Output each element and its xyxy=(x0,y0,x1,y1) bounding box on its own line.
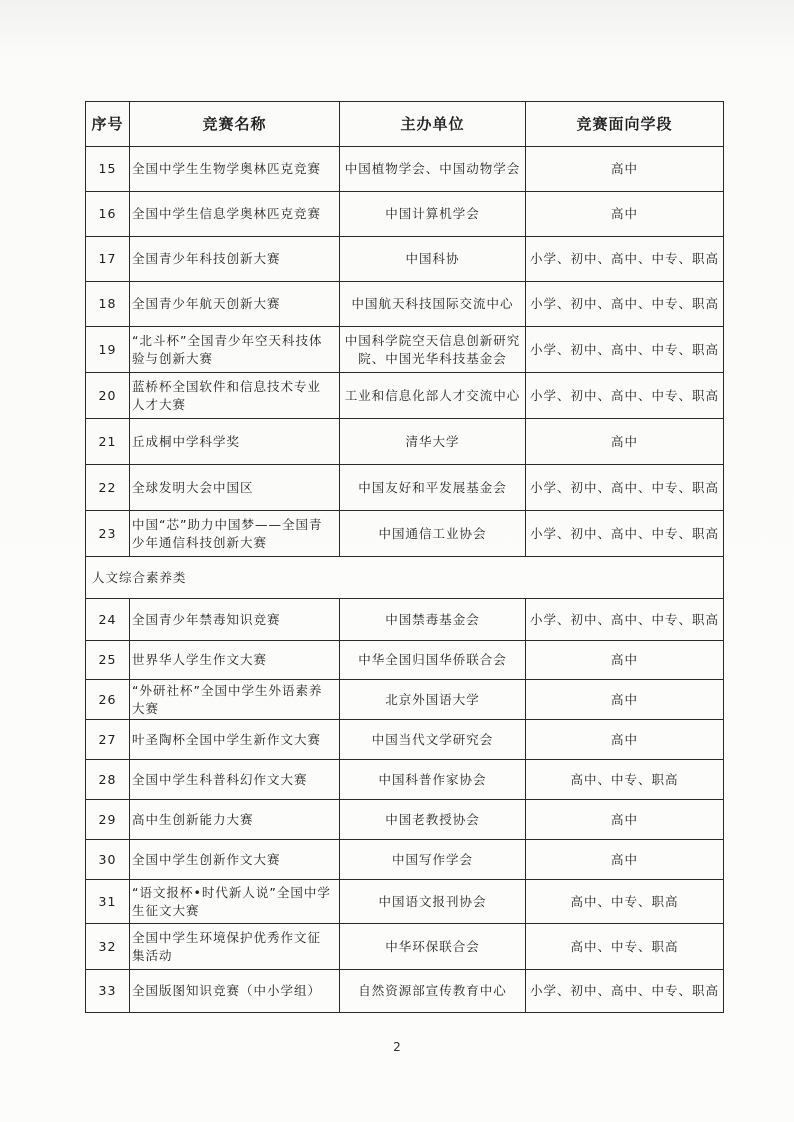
row-name: 全国青少年科技创新大赛 xyxy=(130,237,340,282)
row-level: 高中 xyxy=(526,720,724,760)
row-num: 24 xyxy=(86,599,130,641)
row-level: 高中 xyxy=(526,147,724,192)
header-num: 序号 xyxy=(86,102,130,147)
table-row xyxy=(86,511,724,557)
table-row xyxy=(86,800,724,840)
row-organizer: 中国计算机学会 xyxy=(340,192,526,237)
row-num: 17 xyxy=(86,237,130,282)
header-organizer: 主办单位 xyxy=(340,102,526,147)
row-organizer: 中国航天科技国际交流中心 xyxy=(340,282,526,327)
page-number: 2 xyxy=(393,1040,401,1054)
row-num: 22 xyxy=(86,465,130,511)
table-row xyxy=(86,419,724,465)
row-name: 丘成桐中学科学奖 xyxy=(130,419,340,465)
row-organizer: 中国科学院空天信息创新研究院、中国光华科技基金会 xyxy=(340,327,526,373)
table-row xyxy=(86,840,724,880)
row-num: 16 xyxy=(86,192,130,237)
table-row xyxy=(86,465,724,511)
table-row xyxy=(86,760,724,800)
row-num: 19 xyxy=(86,327,130,373)
row-num: 18 xyxy=(86,282,130,327)
table-row xyxy=(86,970,724,1013)
row-num: 29 xyxy=(86,800,130,840)
row-organizer: 中华环保联合会 xyxy=(340,924,526,970)
row-num: 33 xyxy=(86,970,130,1013)
row-organizer: 清华大学 xyxy=(340,419,526,465)
row-num: 15 xyxy=(86,147,130,192)
row-level: 小学、初中、高中、中专、职高 xyxy=(526,327,724,373)
row-num: 23 xyxy=(86,511,130,557)
row-organizer: 中国语文报刊协会 xyxy=(340,880,526,924)
row-organizer: 中国通信工业协会 xyxy=(340,511,526,557)
row-name: 全国中学生创新作文大赛 xyxy=(130,840,340,880)
row-level: 高中 xyxy=(526,840,724,880)
row-level: 小学、初中、高中、中专、职高 xyxy=(526,373,724,419)
row-num: 20 xyxy=(86,373,130,419)
row-num: 27 xyxy=(86,720,130,760)
row-name: “语文报杯•时代新人说”全国中学生征文大赛 xyxy=(130,880,340,924)
row-level: 小学、初中、高中、中专、职高 xyxy=(526,970,724,1013)
row-name: 全国青少年禁毒知识竞赛 xyxy=(130,599,340,641)
row-organizer: 工业和信息化部人才交流中心 xyxy=(340,373,526,419)
table-row xyxy=(86,720,724,760)
table-row xyxy=(86,680,724,720)
table-row xyxy=(86,237,724,282)
row-name: 全国青少年航天创新大赛 xyxy=(130,282,340,327)
row-level: 高中、中专、职高 xyxy=(526,760,724,800)
row-level: 高中、中专、职高 xyxy=(526,880,724,924)
row-num: 25 xyxy=(86,641,130,680)
row-name: 高中生创新能力大赛 xyxy=(130,800,340,840)
row-level: 高中 xyxy=(526,419,724,465)
row-level: 小学、初中、高中、中专、职高 xyxy=(526,465,724,511)
row-level: 小学、初中、高中、中专、职高 xyxy=(526,237,724,282)
row-level: 高中 xyxy=(526,641,724,680)
row-level: 小学、初中、高中、中专、职高 xyxy=(526,599,724,641)
row-num: 26 xyxy=(86,680,130,720)
table-row xyxy=(86,192,724,237)
row-level: 高中 xyxy=(526,192,724,237)
table-row xyxy=(86,641,724,680)
row-organizer: 中华全国归国华侨联合会 xyxy=(340,641,526,680)
row-name: 全国版图知识竞赛（中小学组） xyxy=(130,970,340,1013)
row-level: 小学、初中、高中、中专、职高 xyxy=(526,282,724,327)
table-row xyxy=(86,599,724,641)
row-name: 叶圣陶杯全国中学生新作文大赛 xyxy=(130,720,340,760)
table-header-row xyxy=(86,102,724,147)
row-organizer: 中国科协 xyxy=(340,237,526,282)
row-organizer: 中国科普作家协会 xyxy=(340,760,526,800)
competition-table xyxy=(85,101,724,1013)
row-num: 21 xyxy=(86,419,130,465)
category-label: 人文综合素养类 xyxy=(86,557,724,599)
row-level: 小学、初中、高中、中专、职高 xyxy=(526,511,724,557)
table-row xyxy=(86,327,724,373)
row-organizer: 中国友好和平发展基金会 xyxy=(340,465,526,511)
row-name: 世界华人学生作文大赛 xyxy=(130,641,340,680)
row-name: “北斗杯”全国青少年空天科技体验与创新大赛 xyxy=(130,327,340,373)
category-row xyxy=(86,557,724,599)
row-name: 全国中学生科普科幻作文大赛 xyxy=(130,760,340,800)
row-name: 全国中学生生物学奥林匹克竞赛 xyxy=(130,147,340,192)
row-name: 中国“芯”助力中国梦——全国青少年通信科技创新大赛 xyxy=(130,511,340,557)
row-level: 高中、中专、职高 xyxy=(526,924,724,970)
table-row xyxy=(86,373,724,419)
row-name: 蓝桥杯全国软件和信息技术专业人才大赛 xyxy=(130,373,340,419)
row-name: “外研社杯”全国中学生外语素养大赛 xyxy=(130,680,340,720)
table-row xyxy=(86,924,724,970)
row-num: 30 xyxy=(86,840,130,880)
row-name: 全球发明大会中国区 xyxy=(130,465,340,511)
row-num: 31 xyxy=(86,880,130,924)
row-level: 高中 xyxy=(526,680,724,720)
header-level: 竞赛面向学段 xyxy=(526,102,724,147)
table-row xyxy=(86,880,724,924)
table-row xyxy=(86,282,724,327)
row-name: 全国中学生环境保护优秀作文征集活动 xyxy=(130,924,340,970)
row-name: 全国中学生信息学奥林匹克竞赛 xyxy=(130,192,340,237)
row-organizer: 中国植物学会、中国动物学会 xyxy=(340,147,526,192)
row-num: 32 xyxy=(86,924,130,970)
header-name: 竞赛名称 xyxy=(130,102,340,147)
row-organizer: 中国当代文学研究会 xyxy=(340,720,526,760)
row-organizer: 中国老教授协会 xyxy=(340,800,526,840)
row-organizer: 北京外国语大学 xyxy=(340,680,526,720)
row-level: 高中 xyxy=(526,800,724,840)
table-row xyxy=(86,147,724,192)
row-organizer: 自然资源部宣传教育中心 xyxy=(340,970,526,1013)
row-organizer: 中国禁毒基金会 xyxy=(340,599,526,641)
row-num: 28 xyxy=(86,760,130,800)
row-organizer: 中国写作学会 xyxy=(340,840,526,880)
